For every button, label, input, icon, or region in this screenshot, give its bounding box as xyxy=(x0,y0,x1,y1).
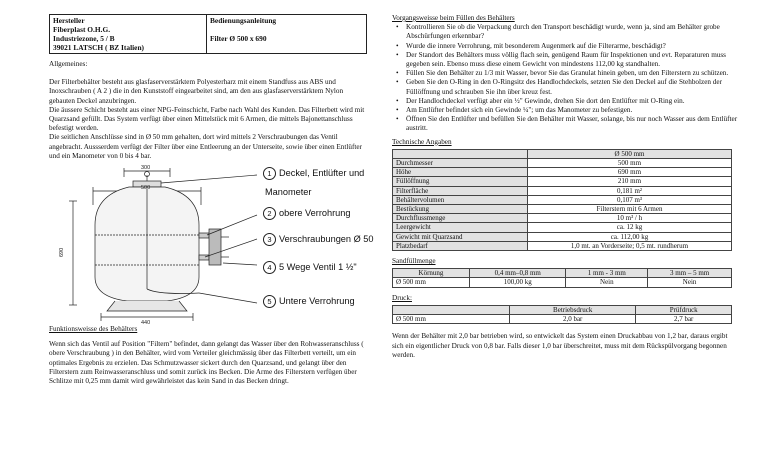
list-item: • Füllen Sie den Behälter zu 1/3 mit Wasser, bevor Sie das Granulat hinein geben, um den Filterstern zu schützen. xyxy=(406,69,740,78)
sand-table xyxy=(392,268,732,287)
pressure-table xyxy=(392,305,732,324)
filling-steps-list xyxy=(392,23,740,133)
tech-table xyxy=(392,149,732,251)
manufacturer-street: Industriezone, 5 / B xyxy=(53,34,115,43)
table-row: Gewicht mit Quarzsand ca. 112,00 kg xyxy=(393,232,732,241)
manufacturer-label: Hersteller xyxy=(53,16,85,25)
legend-item-3: 3 Verschraubungen Ø 50 xyxy=(263,233,374,246)
manufacturer-name: Fiberplast O.H.G. xyxy=(53,25,111,34)
paragraph-general-3: Die seitlichen Anschlüsse sind in Ø 50 mm gehalten, dort wird mittels 2 Verschraubungen das Ventil angebracht. Aussserdem verfügt der Filter über eine Entleerung an der Unterseite, sowie über einen Entlüfter und ein Manometer von 0 bis 4 bar. xyxy=(49,133,362,160)
section-heading-tech: Technische Angaben xyxy=(392,137,452,146)
legend-item-5: 5 Untere Verrohrung xyxy=(263,295,355,308)
table-row: Körnung 0,4 mm–0,8 mm 1 mm - 3 mm 3 mm – 5 mm xyxy=(393,269,732,278)
dim-base: 440 xyxy=(141,320,151,326)
dim-height: 690 xyxy=(59,247,65,258)
list-item: • Geben Sie den O-Ring in den O-Ringsitz des Handlochdeckels, setzten Sie den Deckel auf die Stehbolzen der Füllöffnung und schrauben Sie ihn über kreuz fest. xyxy=(406,78,740,96)
table-row: Betriebsdruck Prüfdruck xyxy=(393,305,732,314)
list-item: • Der Standort des Behälters muss völlig flach sein, genügend Raum für Inspektionen und evt. Reparaturen muss gegeben sein. Ebenso muss diese einem Gewicht von mindestens 112,00 kg standhalten. xyxy=(406,51,740,69)
filter-figure xyxy=(49,165,374,326)
legend-item-4: 4 5 Wege Ventil 1 ½" xyxy=(263,261,357,274)
list-item: • Kontrollieren Sie ob die Verpackung durch den Transport beschädigt wurde, wenn ja, sind am Behälter grobe Abschürfungen erkennbar? xyxy=(406,23,740,41)
dim-top: 300 xyxy=(141,165,151,172)
header-box xyxy=(49,14,367,54)
list-item: • Wurde die innere Verrohrung, mit besonderem Augenmerk auf die Filterarme, beschädigt? xyxy=(406,42,740,51)
paragraph-pressure-note: Wenn der Behälter mit 2,0 bar betrieben wird, so entwickelt das System einen Druckabbau von 1,2 bar, daraus ergibt sich ein eigentlicher Druck von 0,8 bar. Falls dieser 1,0 bar überschreitet, muss mit dem Rückspülvorgang begonnen werden. xyxy=(392,332,728,359)
section-heading-sand: Sandfüllmenge xyxy=(392,257,436,266)
legend-item-1b: Manometer xyxy=(265,187,312,198)
section-heading-general: Allgemeines: xyxy=(49,60,88,68)
document-title: Bedienungsanleitung xyxy=(210,16,277,25)
table-row: Leergewicht ca. 12 kg xyxy=(393,223,732,232)
dim-width: 500 xyxy=(141,185,151,192)
list-item: • Am Entlüfter befindet sich ein Gewinde ¼"; um das Manometer zu befestigen. xyxy=(406,106,740,115)
table-row: Durchmesser 500 mm xyxy=(393,159,732,168)
legend-item-2: 2 obere Verrohrung xyxy=(263,207,351,220)
right-column xyxy=(392,14,740,360)
paragraph-function: Wenn sich das Ventil auf Position "Filtern" befindet, dann gelangt das Wasser über den Rohwasseranschluss ( obere Verschraubung ) in den Behälter, wird vom Verteiler gleichmässig über das Filterbett verteilt, um ein optimales Ergebnis zu erzielen. Das Schmutzwasser sickert durch den Quarzsand, und gelangt über den Filterstern zum Reinwasseranschluss und somit zurück ins Becken. Die Arme des Filterstern verfügen über Schlitze mit 0,25 mm damit wird gewährleistet das kein Sand in das Becken dringt. xyxy=(49,340,364,386)
list-item: • Öffnen Sie den Entlüfter und befüllen Sie den Behälter mit Wasser, solange, bis nur noch Wasser aus dem Entlüfter austritt. xyxy=(406,115,740,133)
paragraph-general-2: Die äussere Schicht besteht aus einer NPG-Feinschicht, Farbe nach Wahl des Kunden. Das Filterbett wird mit Quarzsand gefüllt. Das System verfügt über einen Mittelstück mit 6 Armen, die mittels Bajonettanschluss befestigt werden. xyxy=(49,105,365,133)
table-row: Füllöffnung 210 mm xyxy=(393,177,732,186)
section-heading-pressure: Druck: xyxy=(392,293,412,302)
legend-item-1: 1 Deckel, Entlüfter und xyxy=(263,167,364,180)
tech-table-header: Ø 500 mm xyxy=(528,149,732,158)
title-cell xyxy=(207,15,367,54)
table-row: Filterfläche 0,181 m² xyxy=(393,186,732,195)
section-heading-filling: Vorgangsweisse beim Füllen des Behälters xyxy=(392,14,515,22)
table-row: Durchflussmenge 10 m³ / h xyxy=(393,214,732,223)
paragraph-general-1: Der Filterbehälter besteht aus glasfaserverstärktem Polyesterharz mit einem Standfuss aus ABS und Inoxschrauben ( A 2 ) die in den Kunststoff eingearbeitet sind, am den aus glasfaserverstärktem Nylon gebauten Deckel anzubringen. xyxy=(49,78,344,105)
left-column xyxy=(49,14,374,386)
table-row: Platzbedarf 1,0 mt. an Vorderseite; 0,5 mt. rundherum xyxy=(393,241,732,250)
table-row: Bestückung Filterstern mit 6 Armen xyxy=(393,205,732,214)
filter-drawing xyxy=(49,165,259,325)
manufacturer-cell xyxy=(50,15,207,54)
document-subtitle: Filter Ø 500 x 690 xyxy=(210,34,267,43)
table-row: Behältervolumen 0,107 m³ xyxy=(393,195,732,204)
section-heading-function: Funktionsweisse des Behälters xyxy=(49,325,138,334)
table-row: Höhe 690 mm xyxy=(393,168,732,177)
manufacturer-city: 39021 LATSCH ( BZ Italien) xyxy=(53,43,145,52)
table-row: Ø 500 mm 100,00 kg Nein Nein xyxy=(393,278,732,287)
table-row: Ø 500 mm 2,0 bar 2,7 bar xyxy=(393,315,732,324)
list-item: • Der Handlochdeckel verfügt aber ein ½" Gewinde, drehen Sie dort den Entlüfter mit O-Ring ein. xyxy=(406,97,740,106)
